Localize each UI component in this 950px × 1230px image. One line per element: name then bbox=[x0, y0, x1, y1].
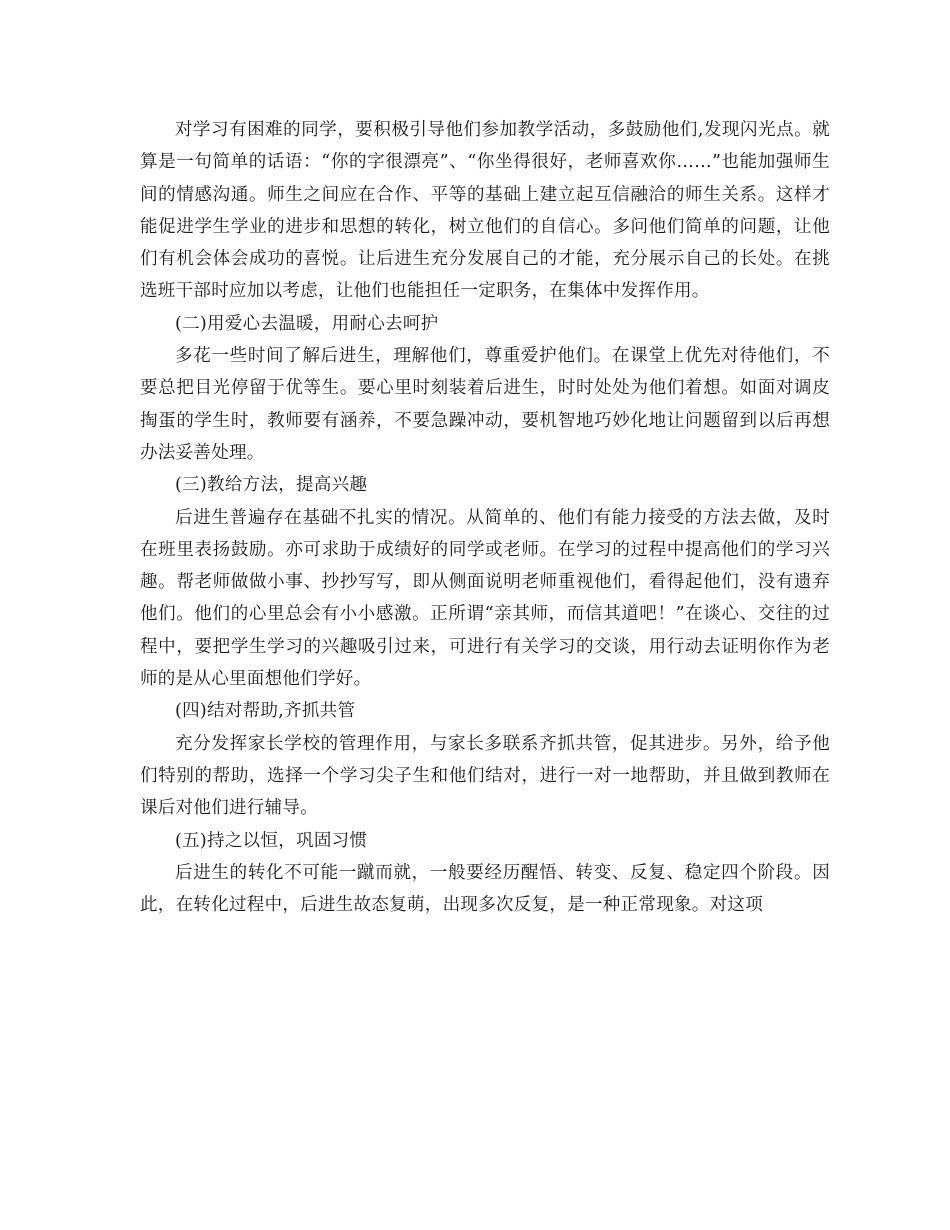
section-heading: (四)结对帮助,齐抓共管 bbox=[175, 701, 356, 722]
body-paragraph: 对学习有困难的同学，要积极引导他们参加教学活动，多鼓励他们,发现闪光点。就算是一句简单的话语：“你的字很漂亮”、“你坐得很好，老师喜欢你……”也能加强师生间的情感沟通。师生之间应在合作、平等的基础上建立起互信融洽的师生关系。这样才能促进学生学业的进步和思想的转化，树立他们的自信心。多问他们简单的问题，让他们有机会体会成功的喜悦。让后进生充分发展自己的才能，充分展示自己的长处。在挑选班干部时应加以考虑，让他们也能担任一定职务，在集体中发挥作用。 bbox=[140, 120, 830, 302]
body-paragraph: 多花一些时间了解后进生，理解他们，尊重爱护他们。在课堂上优先对待他们，不要总把目光停留于优等生。要心里时刻装着后进生，时时处处为他们着想。如面对调皮掏蛋的学生时，教师要有涵养，不要急躁冲动，要机智地巧妙化地让问题留到以后再想办法妥善处理。 bbox=[140, 346, 830, 463]
body-paragraph: 充分发挥家长学校的管理作用，与家长多联系齐抓共管，促其进步。另外，给予他们特别的帮助，选择一个学习尖子生和他们结对，进行一对一地帮助，并且做到教师在课后对他们进行辅导。 bbox=[140, 733, 830, 819]
section-heading: (五)持之以恒，巩固习惯 bbox=[175, 830, 368, 851]
body-paragraph: 后进生普遍存在基础不扎实的情况。从简单的、他们有能力接受的方法去做，及时在班里表扬鼓励。亦可求助于成绩好的同学或老师。在学习的过程中提高他们的学习兴趣。帮老师做做小事、抄抄写写，即从侧面说明老师重视他们，看得起他们，没有遗弃他们。他们的心里总会有小小感激。正所谓“亲其师，而信其道吧！”在谈心、交往的过程中，要把学生学习的兴趣吸引过来，可进行有关学习的交谈，用行动去证明你作为老师的是从心里面想他们学好。 bbox=[140, 507, 830, 690]
section-heading: (三)教给方法，提高兴趣 bbox=[175, 475, 368, 496]
section-heading: (二)用爱心去温暖，用耐心去呵护 bbox=[175, 313, 439, 334]
body-paragraph: 后进生的转化不可能一蹴而就，一般要经历醒悟、转变、反复、稳定四个阶段。因此，在转化过程中，后进生故态复萌，出现多次反复，是一种正常现象。对这项 bbox=[140, 862, 830, 916]
document-body bbox=[140, 114, 830, 921]
